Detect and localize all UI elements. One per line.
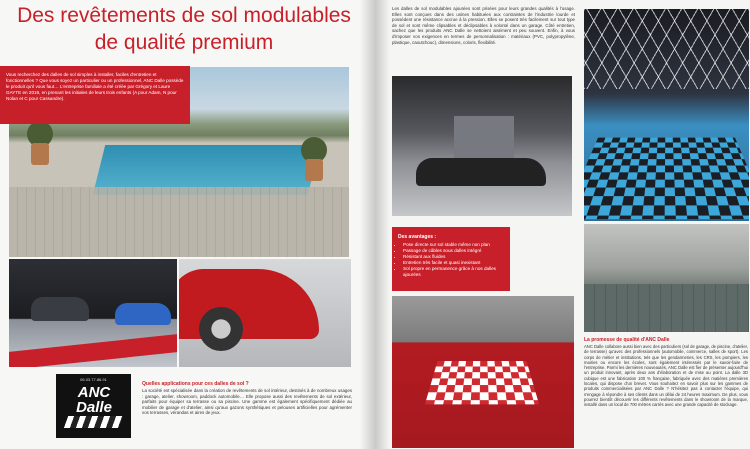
red-floor-stripe xyxy=(9,334,177,367)
right-intro-text: Les dalles de sol modulables ajourées sont prisées pour leurs grandes qualités à l'usage. Elles sont conçues dans des usines habituées aux contraintes de l'industrie lourde et possèdent une résistance accrue à la pression. Elles se posent très facilement sur tout type de sol et sont même clipsables et déclipsables à volonté dans un garage. Côté entretien, sachez que les produits ANC Dalle se nettoient aisément et peu souvent. Enfin, à vous d'imposer vos exigences en termes de personnalisation : matériaux (PVC, polypropylène, plastique, caoutchouc), dimensions, coloris, flexibilité. xyxy=(392,6,575,45)
led-garage-photo xyxy=(584,9,749,221)
page-gutter xyxy=(360,0,390,449)
page-title xyxy=(14,2,354,56)
advantages-heading: Des avantages : xyxy=(398,234,437,240)
advantage-item: • Sol propre en permanence grâce à nos dalles ajourées xyxy=(403,266,504,278)
applications-text: La société est spécialisée dans la création de revêtements de sol intérieur, destinés à de nombreux usages : garage, atelier, showroom, paddock automobile… Elle propose aussi des revêtements de sol extérieur, parfaits pour équiper sa terrasse ou sa piscine. Une gamme est également spécifiquement dédiée au mobilier de garage et d'atelier, ainsi qu'aux gazons synthétiques et pelouses artificielles pour agrémenter vos terrasses, vérandas et aires de jeux. xyxy=(142,388,352,416)
logo-phone: 06.03.77.86.91 xyxy=(80,377,107,382)
blue-car xyxy=(115,303,171,325)
advantage-item: • Passage de câbles sous dalles intégré xyxy=(403,248,504,254)
title-line-2: de qualité premium xyxy=(94,31,274,54)
title-line-1: Des revêtements de sol modulables xyxy=(17,4,351,27)
plant-pot xyxy=(31,143,49,165)
garage-car xyxy=(416,158,546,186)
red-checkered-floor-photo xyxy=(392,296,574,448)
logo-brand xyxy=(62,385,126,415)
anc-dalle-logo xyxy=(56,374,131,438)
advantage-item: • Entretien très facile et quasi inexistant xyxy=(403,260,504,266)
blue-black-tiles xyxy=(584,138,749,220)
hall-floor xyxy=(584,284,749,332)
hexagon-lights xyxy=(584,9,749,89)
intro-box xyxy=(0,66,190,124)
applications-heading: Quelles applications pour ces dalles de sol ? xyxy=(142,381,249,387)
advantage-item: • Pose directe sur sol stable même non plan xyxy=(403,242,504,248)
black-car xyxy=(31,297,89,321)
tile-deck xyxy=(9,187,349,257)
advantages-box xyxy=(392,227,510,291)
checkered-flag-icon xyxy=(64,416,123,428)
logo-brand-line: ANC xyxy=(77,384,111,401)
intro-text: Vous recherchez des dalles de sol simples à installer, faciles d'entretien et fonctionnelles ? Que vous soyez un particulier ou un professionnel, ANC Dalle possède le produit qu'il vous faut… L'entreprise familiale a été créée par Grégory et Laure GAYTE en 2019, en prenant les initiales de leurs trois enfants (A pour Adam, N pour Nolan et C pour Cassandre). xyxy=(6,72,184,101)
logo-brand-line: Dalle xyxy=(76,399,112,416)
car-wheel xyxy=(199,307,243,351)
checker-pattern xyxy=(425,361,539,404)
promise-heading: La promesse de qualité d'ANC Dalle xyxy=(584,337,670,343)
promise-text: ANC Dalle collabore aussi bien avec des particuliers (sol de garage, de piscine, d'atelier, de terrasse) qu'avec des professionnels (automobile, commerce, salles de sport). Les corps de métier et institutions, tels que les gendarmeries, les CRS, les pompiers, les mairies ou encore les écoles, sont également intéressés par le savoir-faire de l'entreprise. Parmi les dernières nouveautés, ANC Dalle est fier de présenter aujourd'hui un produit innovant, après deux ans d'élaboration et de mise au point. La dalle 3D cubique est une fabrication 100 % française, fabriquée avec des matières premières locales, qui dispose d'un brevet. Vous souhaitez en savoir plus sur les gammes de produits commercialisées par ANC Dalle ? N'hésitez pas à contacter l'équipe, qui s'engage à répondre à ses clients dans un délai de 24 heures maximum. De plus, vous pourrez bientôt découvrir les différents revêtements dans le showroom de la marque, installé dans un local de 700 mètres carrés avec une grande capacité de stockage. xyxy=(584,344,748,408)
plant-pot xyxy=(305,159,323,181)
advantages-list xyxy=(398,242,504,278)
car-showroom-photo xyxy=(9,259,177,367)
red-car-photo xyxy=(179,259,351,367)
garage-photo xyxy=(392,76,572,216)
advantage-item: • Résistant aux fluides xyxy=(403,254,504,260)
hallway-photo xyxy=(584,224,749,332)
